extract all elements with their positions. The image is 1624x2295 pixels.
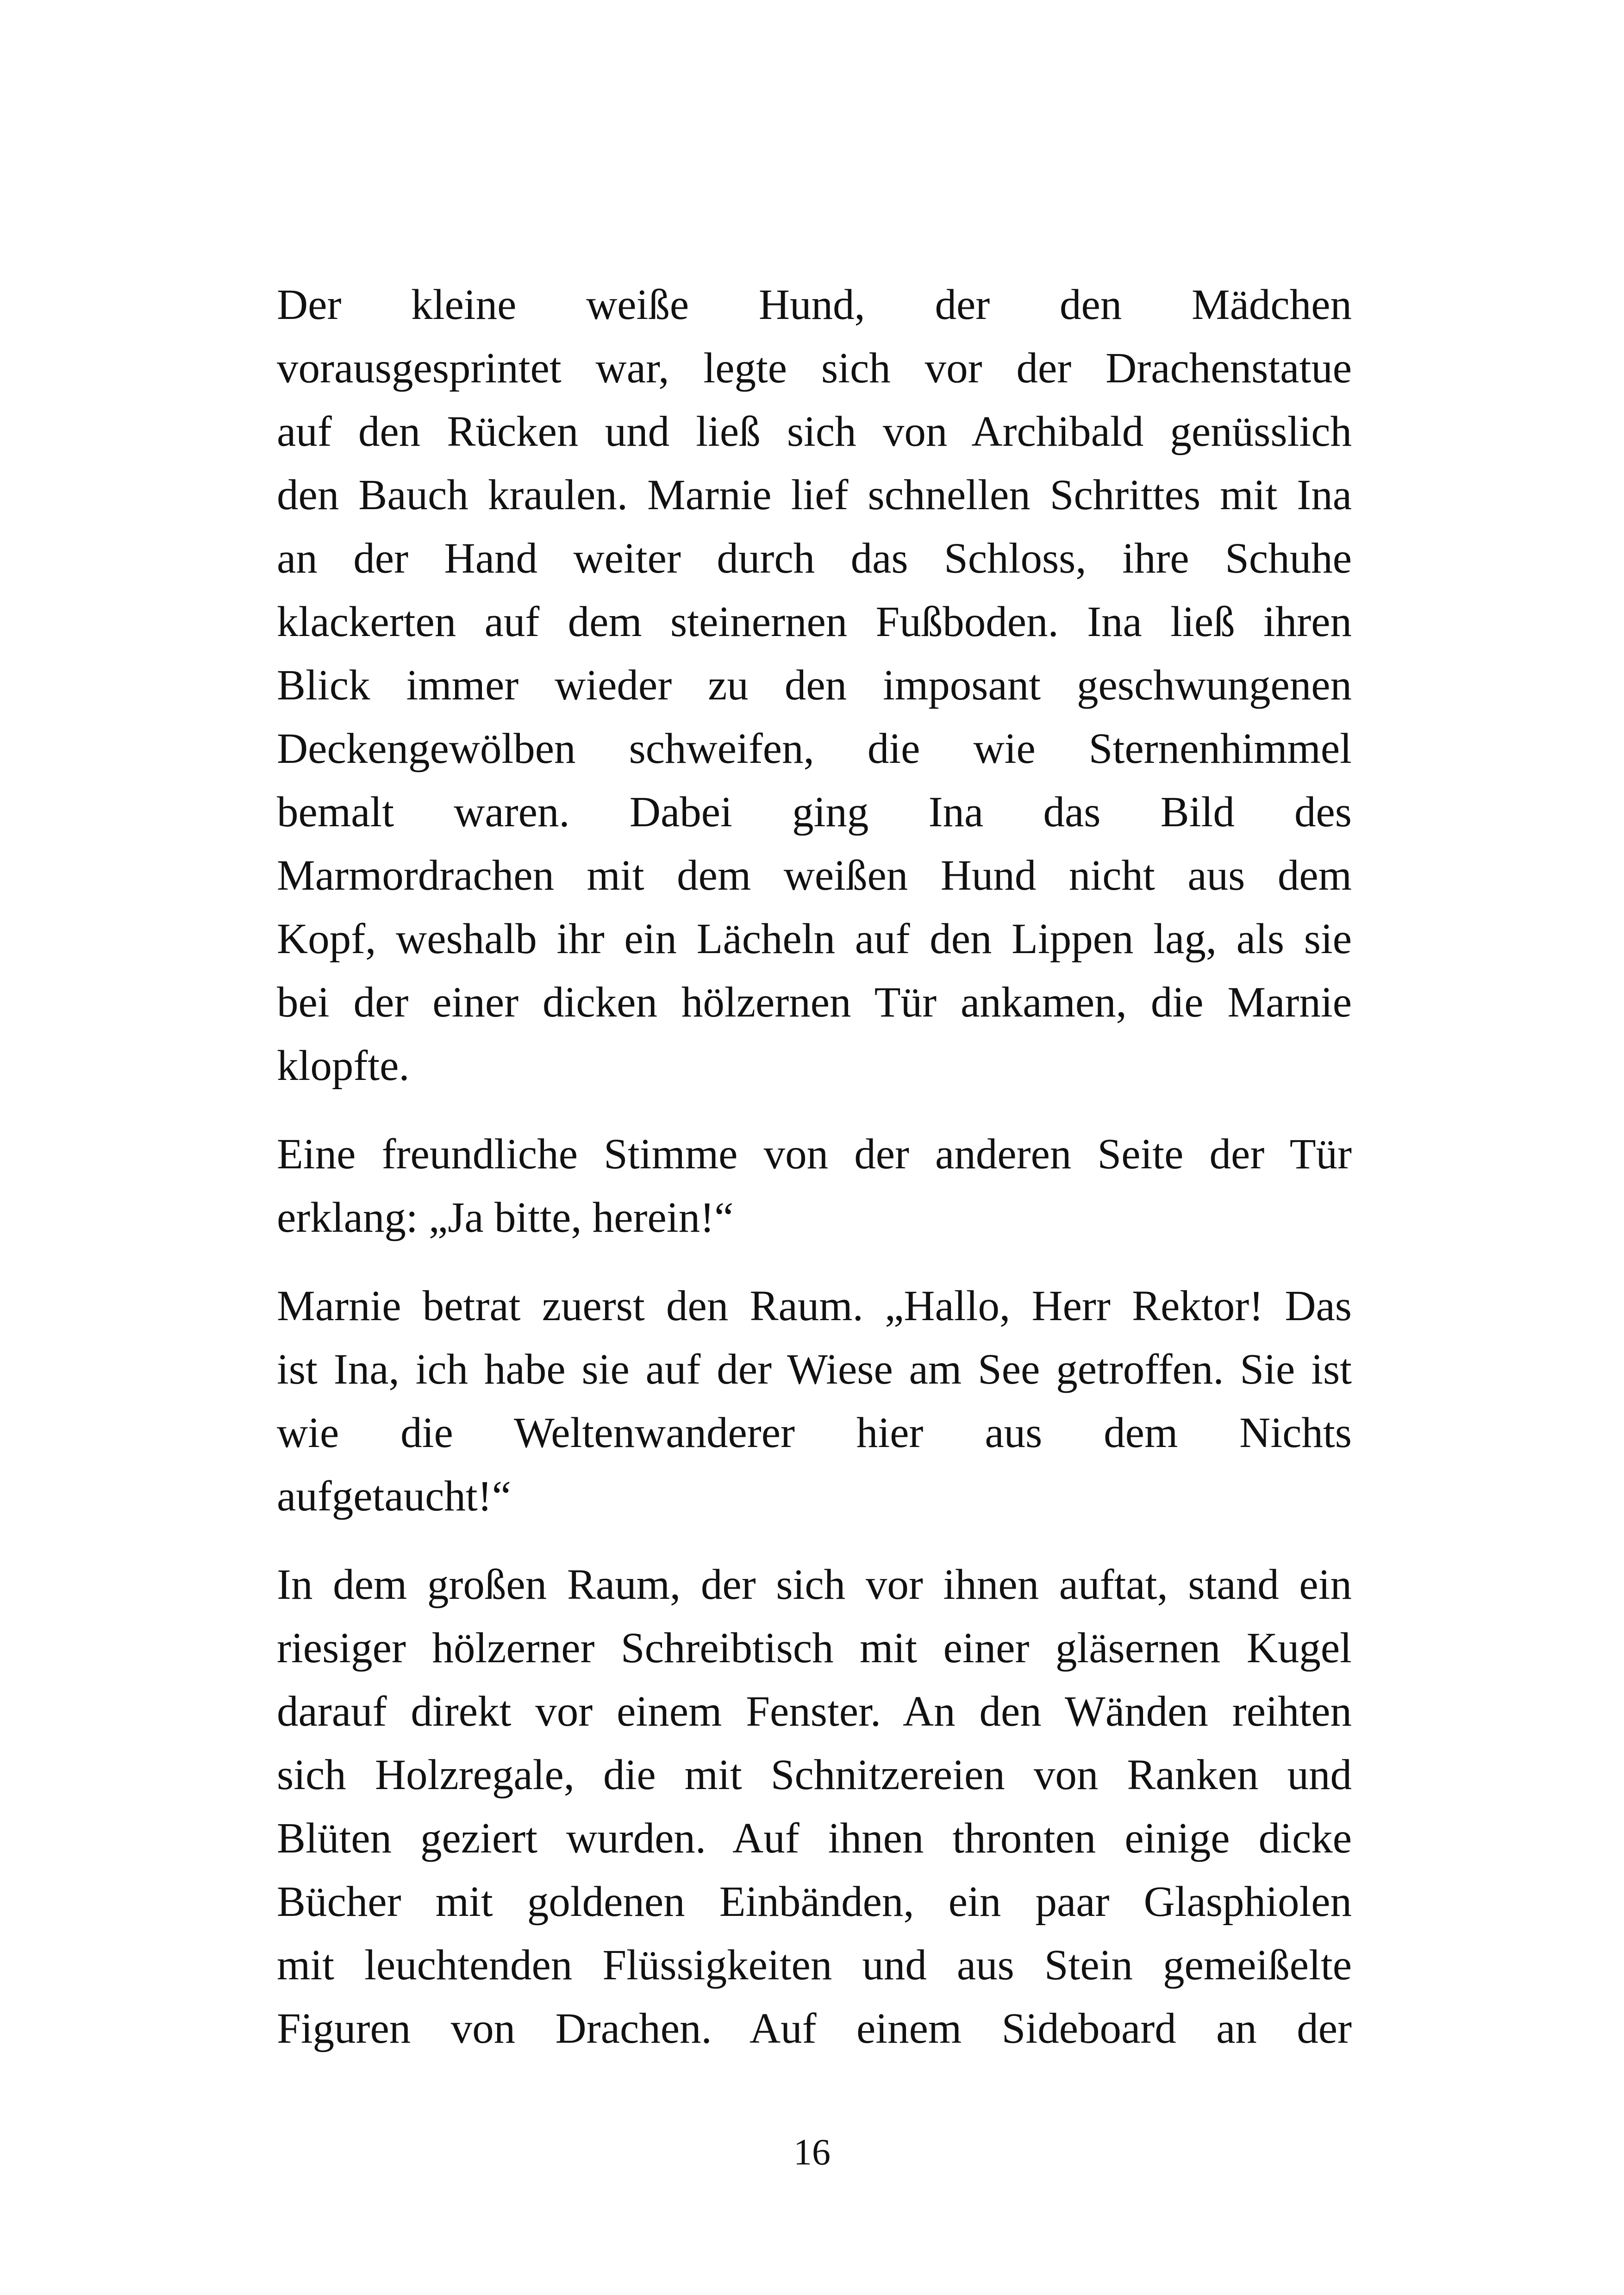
text-line: klopfte.	[277, 1042, 410, 1090]
paragraph	[277, 1553, 1352, 2060]
text-line: ist Ina, ich habe sie auf der Wiese am See getroffen. Sie ist	[277, 1346, 1352, 1393]
text-line: Der kleine weiße Hund, der den Mädchen	[277, 281, 1352, 329]
text-line: darauf direkt vor einem Fenster. An den Wänden reihten	[277, 1688, 1352, 1735]
text-line: Bücher mit goldenen Einbänden, ein paar Glasphiolen	[277, 1878, 1352, 1926]
text-line: Eine freundliche Stimme von der anderen Seite der Tür	[277, 1130, 1352, 1178]
text-line: Deckengewölben schweifen, die wie Sternenhimmel	[277, 725, 1352, 773]
paragraph	[277, 1123, 1352, 1249]
text-line: mit leuchtenden Flüssigkeiten und aus Stein gemeißelte	[277, 1941, 1352, 1989]
text-line: vorausgesprintet war, legte sich vor der Drachenstatue	[277, 344, 1352, 392]
text-line: Blüten geziert wurden. Auf ihnen thronten einige dicke	[277, 1815, 1352, 1862]
text-line: Marmordrachen mit dem weißen Hund nicht aus dem	[277, 852, 1352, 899]
page-number: 16	[793, 2132, 831, 2173]
text-line: an der Hand weiter durch das Schloss, ihre Schuhe	[277, 535, 1352, 582]
text-line: Marnie betrat zuerst den Raum. „Hallo, Herr Rektor! Das	[277, 1282, 1352, 1330]
text-line: erklang: „Ja bitte, herein!“	[277, 1194, 734, 1241]
paragraph	[277, 273, 1352, 1098]
text-line: riesiger hölzerner Schreibtisch mit einer gläsernen Kugel	[277, 1624, 1352, 1672]
text-line: den Bauch kraulen. Marnie lief schnellen Schrittes mit Ina	[277, 471, 1352, 519]
paragraph	[277, 1274, 1352, 1528]
text-line: bemalt waren. Dabei ging Ina das Bild des	[277, 788, 1352, 836]
body-text	[277, 273, 1352, 2060]
text-line: klackerten auf dem steinernen Fußboden. Ina ließ ihren	[277, 598, 1352, 646]
text-line: auf den Rücken und ließ sich von Archibald genüsslich	[277, 408, 1352, 455]
text-line: Figuren von Drachen. Auf einem Sideboard an der	[277, 2005, 1352, 2052]
text-line: sich Holzregale, die mit Schnitzereien von Ranken und	[277, 1751, 1352, 1799]
text-line: Blick immer wieder zu den imposant geschwungenen	[277, 661, 1352, 709]
text-line: aufgetaucht!“	[277, 1472, 512, 1520]
text-line: Kopf, weshalb ihr ein Lächeln auf den Lippen lag, als sie	[277, 915, 1352, 963]
text-line: In dem großen Raum, der sich vor ihnen auftat, stand ein	[277, 1561, 1352, 1609]
text-line: wie die Weltenwanderer hier aus dem Nichts	[277, 1409, 1352, 1457]
text-line: bei der einer dicken hölzernen Tür ankamen, die Marnie	[277, 979, 1352, 1026]
